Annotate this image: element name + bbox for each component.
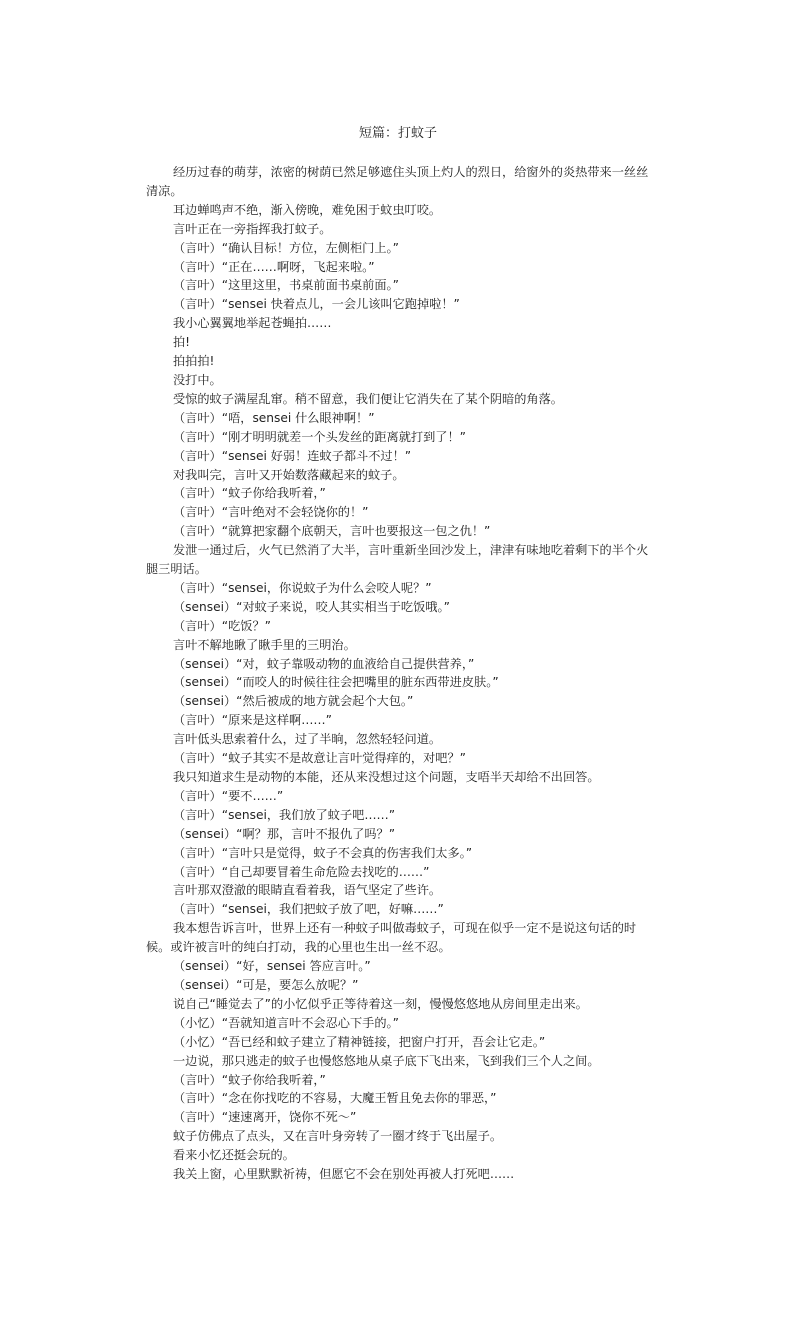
paragraph: 我只知道求生是动物的本能，还从来没想过这个问题，支唔半天却给不出回答。	[173, 770, 600, 784]
paragraph: 拍拍拍!	[173, 354, 215, 369]
paragraph: 我关上窗，心里默默祈祷，但愿它不会在别处再被人打死吧……	[173, 1167, 515, 1182]
paragraph: 看来小忆还挺会玩的。	[173, 1148, 295, 1163]
paragraph: （sensei）“而咬人的时候往往会把嘴里的脏东西带进皮肤。”	[173, 675, 499, 690]
paragraph: （言叶）“sensei，我们把蚊子放了吧，好嘛……”	[173, 902, 444, 917]
paragraph: （言叶）“原来是这样啊……”	[173, 713, 332, 728]
paragraph: （sensei）“然后被成的地方就会起个大包。”	[173, 694, 414, 709]
paragraph: （言叶）“sensei 快着点儿，一会儿该叫它跑掉啦！”	[173, 297, 460, 312]
paragraph: （小忆）“吾已经和蚊子建立了精神链接，把窗户打开，吾会让它走。”	[173, 1034, 546, 1049]
paragraph: （言叶）“吃饭？”	[173, 618, 271, 633]
paragraph: （sensei）“对蚊子来说，咬人其实相当于吃饭哦。”	[173, 599, 450, 614]
paragraph: （言叶）“言叶只是觉得，蚊子不会真的伤害我们太多。”	[173, 845, 473, 860]
paragraph: 一边说，那只逃走的蚊子也慢悠悠地从桌子底下飞出来，飞到我们三个人之间。	[173, 1053, 600, 1068]
paragraph: 发泄一通过后，火气已然消了大半，言叶重新坐回沙发上，津津有味地吃着剩下的半个火腿三明话。	[146, 543, 649, 577]
paragraph: （言叶）“这里这里，书桌前面书桌前面。”	[173, 278, 399, 293]
paragraph: 蚊子仿佛点了点头，又在言叶身旁转了一圈才终于飞出屋子。	[173, 1129, 503, 1144]
paragraph: （sensei）“好，sensei 答应言叶。”	[173, 959, 371, 974]
paragraph: （言叶）“sensei，你说蚊子为什么会咬人呢？”	[173, 580, 432, 595]
paragraph: 我小心翼翼地举起苍蝇拍……	[173, 316, 332, 331]
paragraph: 我本想告诉言叶，世界上还有一种蚊子叫做毒蚊子，可现在似乎一定不是说这句话的时候。或许被言叶的纯白打动，我的心里也生出一丝不忍。	[146, 921, 637, 955]
paragraph: 说自己“睡觉去了”的小忆似乎正等待着这一刻，慢慢悠悠地从房间里走出来。	[173, 996, 588, 1011]
paragraph: （言叶）“sensei，我们放了蚊子吧……”	[173, 807, 396, 822]
paragraph: 言叶不解地瞅了瞅手里的三明治。	[173, 637, 356, 652]
paragraph: （言叶）“正在……啊呀，飞起来啦。”	[173, 259, 375, 274]
document-body	[146, 163, 654, 1184]
paragraph: 经历过春的萌芽，浓密的树荫已然足够遮住头顶上灼人的烈日，给窗外的炎热带来一丝丝清凉。	[146, 165, 649, 198]
paragraph: （言叶）“言叶绝对不会轻饶你的！”	[173, 505, 369, 520]
paragraph: （sensei）“可是，要怎么放呢？”	[173, 977, 359, 992]
paragraph: 言叶正在一旁指挥我打蚊子。	[173, 221, 332, 236]
paragraph: 耳边蝉鸣声不绝，渐入傍晚，难免困于蚊虫叮咬。	[173, 202, 442, 217]
paragraph: （言叶）“速速离开，饶你不死～”	[173, 1110, 357, 1125]
paragraph: （言叶）“就算把家翻个底朝天，言叶也要报这一包之仇！”	[173, 524, 491, 539]
paragraph: 言叶那双澄澈的眼睛直看着我，语气坚定了些许。	[173, 883, 442, 898]
paragraph: （sensei）“对，蚊子靠吸动物的血液给自己提供营养，”	[173, 656, 475, 671]
paragraph: 受惊的蚊子满屋乱窜。稍不留意，我们便让它消失在了某个阴暗的角落。	[173, 391, 563, 406]
paragraph: 没打中。	[173, 372, 222, 387]
paragraph: （言叶）“蚊子其实不是故意让言叶觉得痒的，对吧？”	[173, 751, 466, 766]
paragraph: （言叶）“要不……”	[173, 788, 284, 803]
paragraph: （言叶）“唔，sensei 什么眼神啊！”	[173, 410, 375, 425]
paragraph: 拍!	[173, 335, 191, 350]
paragraph: 对我叫完，言叶又开始数落藏起来的蚊子。	[173, 467, 405, 482]
paragraph: （sensei）“啊？那，言叶不报仇了吗？”	[173, 826, 396, 841]
paragraph: （小忆）“吾就知道言叶不会忍心下手的。”	[173, 1015, 399, 1030]
paragraph: （言叶）“自己却要冒着生命危险去找吃的……”	[173, 864, 430, 879]
paragraph: （言叶）“刚才明明就差一个头发丝的距离就打到了！”	[173, 429, 466, 444]
paragraph: （言叶）“蚊子你给我听着，”	[173, 1072, 326, 1087]
paragraph: 言叶低头思索着什么，过了半晌，忽然轻轻问道。	[173, 732, 442, 747]
paragraph: （言叶）“念在你找吃的不容易，大魔王暂且免去你的罪恶，”	[173, 1091, 497, 1106]
paragraph: （言叶）“sensei 好弱！连蚊子都斗不过！”	[173, 448, 412, 463]
paragraph: （言叶）“蚊子你给我听着，”	[173, 486, 326, 501]
paragraph: （言叶）“确认目标！方位，左侧柜门上。”	[173, 240, 399, 255]
document-title: 短篇：打蚊子	[358, 126, 437, 141]
